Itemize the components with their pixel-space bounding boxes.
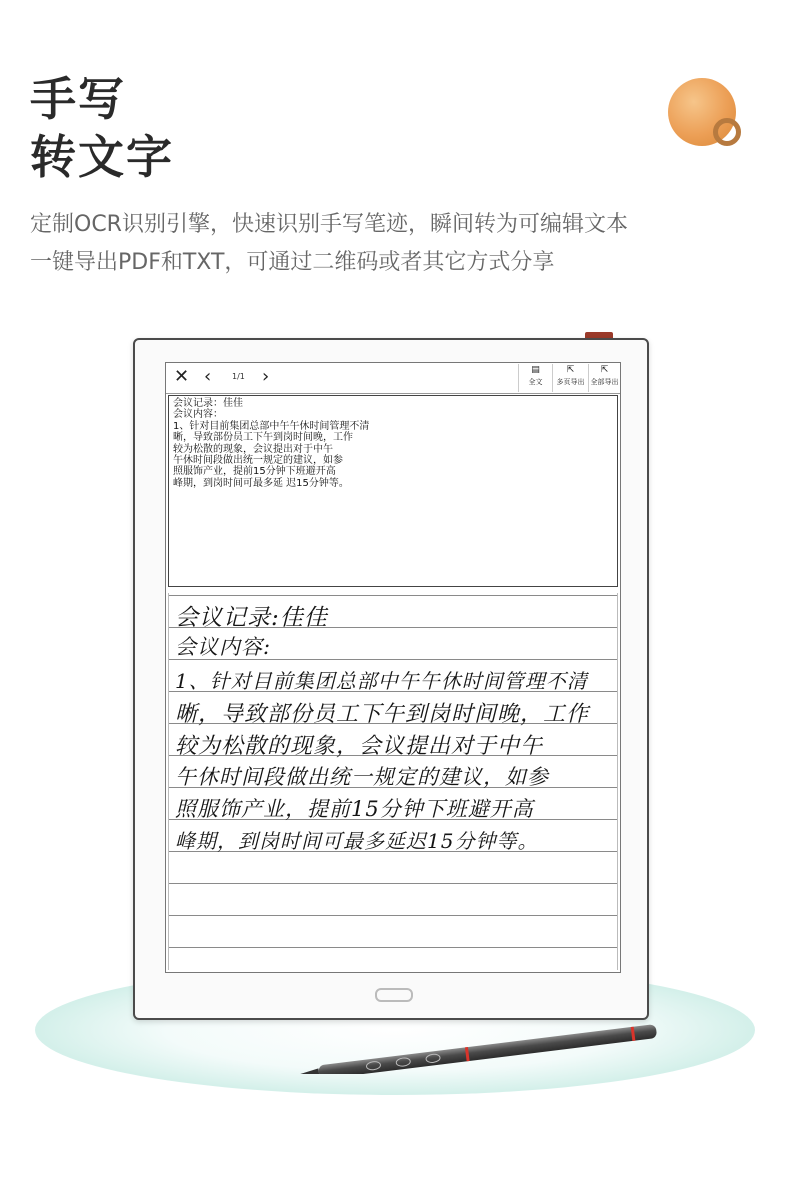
export-all-icon: ⇱ bbox=[600, 365, 609, 375]
description-line-1: 定制OCR识别引擎，快速识别手写笔迹，瞬间转为可编辑文本 bbox=[30, 212, 628, 237]
page-indicator: 1/1 bbox=[232, 372, 245, 381]
e-ink-tablet bbox=[133, 338, 649, 1020]
handwriting-line: 1、针对目前集团总部中午午休时间管理不清 bbox=[175, 669, 588, 693]
ruled-line bbox=[169, 883, 617, 884]
ocr-result-text[interactable] bbox=[168, 395, 618, 587]
ocr-line: 会议内容： bbox=[173, 409, 223, 421]
handwriting-canvas[interactable] bbox=[168, 593, 618, 970]
close-icon[interactable]: ✕ bbox=[174, 366, 190, 387]
handwriting-line: 照服饰产业，提前15分钟下班避开高 bbox=[175, 797, 534, 821]
page-title bbox=[30, 70, 174, 186]
handwriting-line: 晰，导致部份员工下午到岗时间晚，工作 bbox=[175, 702, 590, 727]
description-line-2: 一键导出PDF和TXT，可通过二维码或者其它方式分享 bbox=[30, 250, 555, 275]
ocr-line: 晰，导致部份员工下午到岗时间晚，工作 bbox=[173, 432, 353, 444]
handwriting-line: 午休时间段做出统一规定的建议，如参 bbox=[175, 765, 549, 789]
home-button bbox=[375, 988, 413, 1002]
toolbar bbox=[166, 363, 620, 394]
ocr-line: 照服饰产业，提前15分钟下班避开高 bbox=[173, 466, 336, 478]
export-icon: ⇱ bbox=[566, 365, 575, 375]
ocr-line: 较为松散的现象，会议提出对于中午 bbox=[173, 443, 333, 455]
pen-tip bbox=[291, 1068, 320, 1074]
export-all-label: 全部导出 bbox=[590, 378, 619, 386]
stylus-pen bbox=[286, 1004, 666, 1074]
handwriting-line: 会议内容: bbox=[175, 635, 272, 659]
ruled-line bbox=[169, 947, 617, 948]
handwriting-line: 峰期，到岗时间可最多延迟15分钟等。 bbox=[175, 829, 539, 853]
fulltext-button[interactable] bbox=[518, 364, 552, 392]
fulltext-label: 全文 bbox=[528, 378, 543, 386]
tablet-screen bbox=[165, 362, 621, 973]
chevron-left-icon[interactable]: ‹ bbox=[204, 366, 212, 387]
export-pages-button[interactable] bbox=[552, 364, 588, 392]
document-icon: ▤ bbox=[531, 365, 540, 375]
export-pages-label: 多页导出 bbox=[556, 378, 585, 386]
feature-description bbox=[30, 206, 628, 282]
ocr-line: 1、针对目前集团总部中午午休时间管理不清 bbox=[173, 420, 370, 432]
ocr-line: 会议记录：佳佳 bbox=[173, 398, 243, 409]
decorative-ring bbox=[713, 118, 741, 146]
chevron-right-icon[interactable]: › bbox=[262, 366, 270, 387]
ruled-line bbox=[169, 915, 617, 916]
handwriting-line: 较为松散的现象，会议提出对于中午 bbox=[175, 734, 544, 759]
title-line-1: 手写 bbox=[30, 72, 126, 126]
ocr-line: 午休时间段做出统一规定的建议，如参 bbox=[173, 455, 343, 467]
handwriting-line: 会议记录:佳佳 bbox=[175, 605, 328, 631]
title-line-2: 转文字 bbox=[30, 130, 174, 184]
ocr-line: 峰期，到岗时间可最多延 迟15分钟等。 bbox=[173, 477, 349, 489]
ruled-line bbox=[169, 595, 617, 596]
pen-barrel bbox=[318, 1024, 657, 1074]
export-all-button[interactable] bbox=[588, 364, 620, 392]
